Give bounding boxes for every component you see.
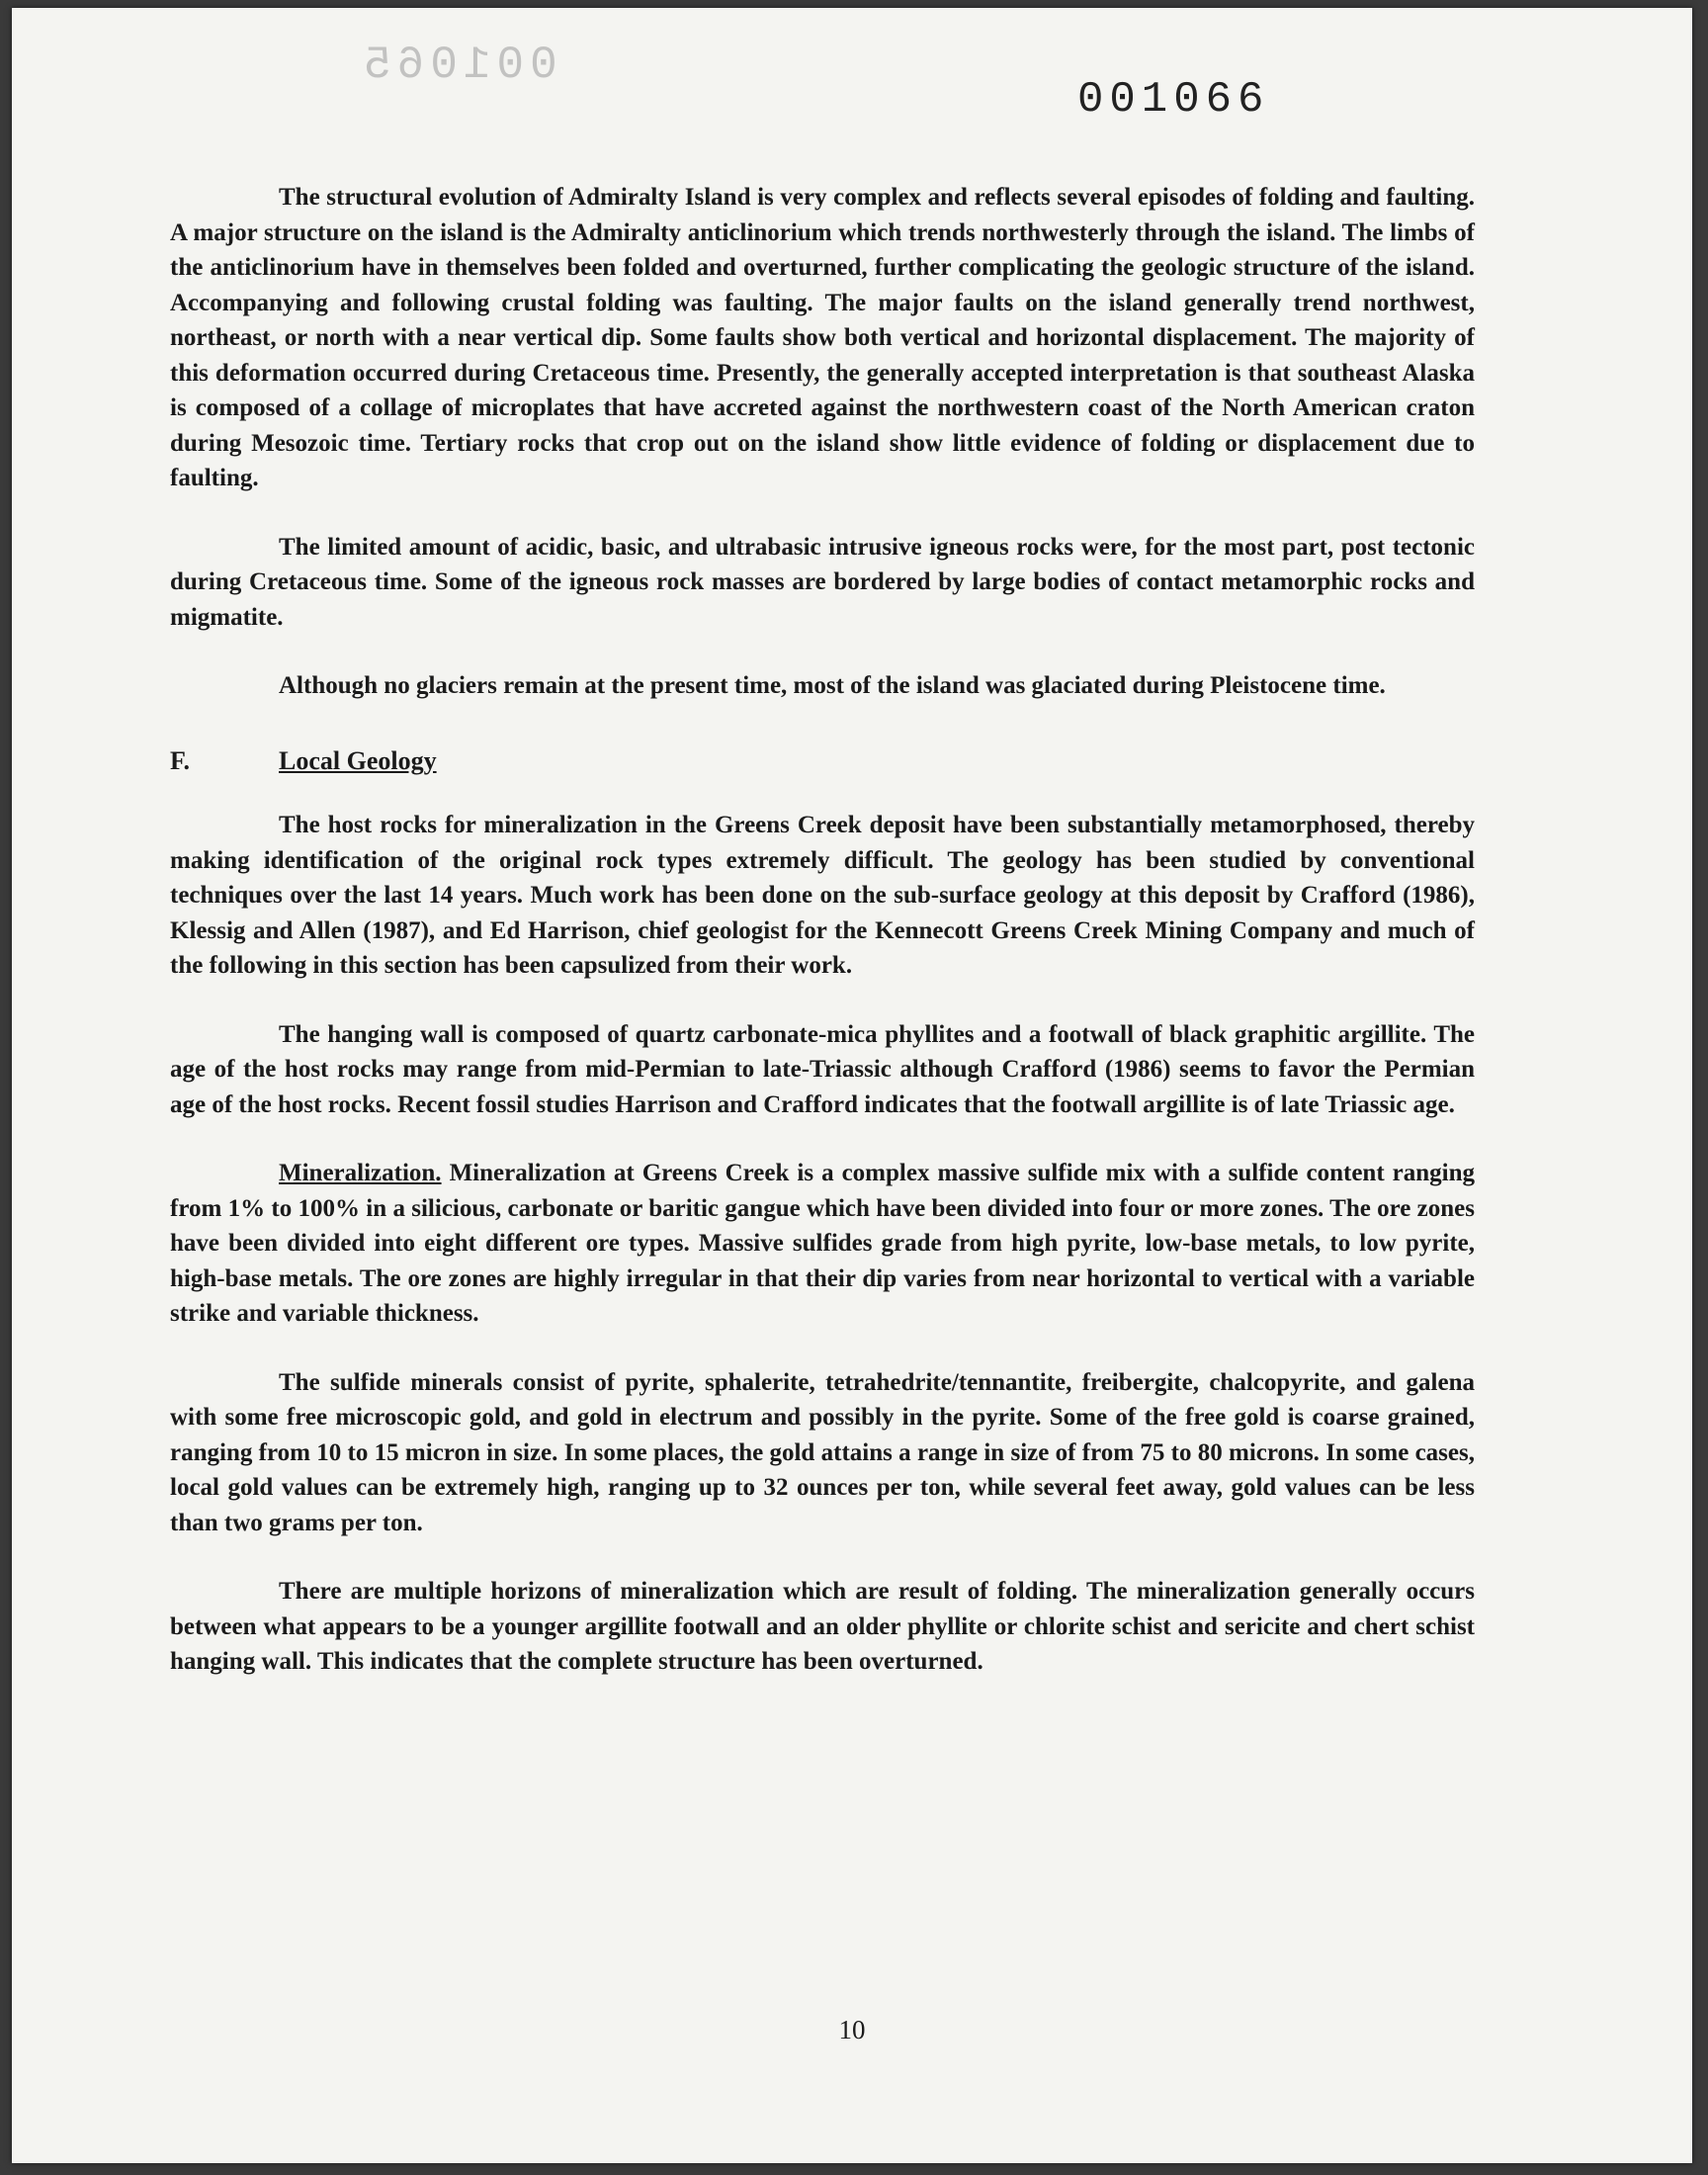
paragraph-horizons: There are multiple horizons of mineralization which are result of folding. The mineralization generally occurs between what appears to be a younger argillite footwall and an older phyllite or chlorite schist and sericite and chert schist hanging wall. This indicates that the complete structure has been overturned.	[170, 1578, 1475, 1675]
paragraph-host-rocks: The host rocks for mineralization in the Greens Creek deposit have been substantially metamorphosed, thereby making identification of the original rock types extremely difficult. The geology has been studied by conventional techniques over the last 14 years. Much work has been done on the sub-surface geology at this deposit by Crafford (1986), Klessig and Allen (1987), and Ed Harrison, chief geologist for the Kennecott Greens Creek Mining Company and much of the following in this section has been capsulized from their work.	[170, 812, 1475, 979]
paragraph-igneous-rocks: The limited amount of acidic, basic, and ultrabasic intrusive igneous rocks were, for the most part, post tectonic during Cretaceous time. Some of the igneous rock masses are bordered by large bodies of contact metamorphic rocks and migmatite.	[170, 533, 1475, 631]
paragraph-structural-evolution: The structural evolution of Admiralty Island is very complex and reflects several episodes of folding and faulting. A major structure on the island is the Admiralty anticlinorium which trends northwesterly through the island. The limbs of the anticlinorium have in themselves been folded and overturned, further complicating the geologic structure of the island. Accompanying and following crustal folding was faulting. The major faults on the island generally trend northwest, northeast, or north with a near vertical dip. Some faults show both vertical and horizontal displacement. The majority of this deformation occurred during Cretaceous time. Presently, the generally accepted interpretation is that southeast Alaska is composed of a collage of microplates that have accreted against the northwestern coast of the North American craton during Mesozoic time. Tertiary rocks that crop out on the island show little evidence of folding or displacement due to faulting.	[170, 184, 1475, 491]
section-title: Local Geology	[279, 745, 437, 775]
section-heading	[170, 743, 1475, 779]
page-number: 10	[838, 2015, 866, 2044]
section-letter: F.	[170, 745, 190, 775]
mineralization-heading: Mineralization.	[279, 1160, 442, 1186]
paragraph-hanging-wall: The hanging wall is composed of quartz carbonate-mica phyllites and a footwall of black graphitic argillite. The age of the host rocks may range from mid-Permian to late-Triassic although Crafford (1986) seems to favor the Permian age of the host rocks. Recent fossil studies Harrison and Crafford indicates that the footwall argillite is of late Triassic age.	[170, 1020, 1475, 1118]
document-body	[170, 180, 1475, 1713]
document-page	[12, 8, 1692, 2163]
document-number-stamp: 001066	[1077, 75, 1270, 125]
paragraph-glaciers: Although no glaciers remain at the present time, most of the island was glaciated during Pleistocene time.	[279, 672, 1386, 699]
paragraph-sulfide-minerals: The sulfide minerals consist of pyrite, sphalerite, tetrahedrite/tennantite, freibergite, chalcopyrite, and galena with some free microscopic gold, and gold in electrum and possibly in the pyrite. Some of the free gold is coarse grained, ranging from 10 to 15 micron in size. In some places, the gold attains a range in size of from 75 to 80 microns. In some cases, local gold values can be extremely high, ranging up to 32 ounces per ton, while several feet away, gold values can be less than two grams per ton.	[170, 1368, 1475, 1536]
paragraph-mineralization	[170, 1156, 1475, 1332]
mineralization-text: Mineralization at Greens Creek is a complex massive sulfide mix with a sulfide content ranging from 1% to 100% in a silicious, carbonate or baritic gangue which have been divided into four or more zones. The ore zones have been divided into eight different ore types. Massive sulfides grade from high pyrite, low-base metals, to low pyrite, high-base metals. The ore zones are highly irregular in that their dip varies from near horizontal to vertical with a variable strike and variable thickness.	[170, 1160, 1475, 1327]
bleed-through-stamp: 001065	[358, 40, 557, 91]
